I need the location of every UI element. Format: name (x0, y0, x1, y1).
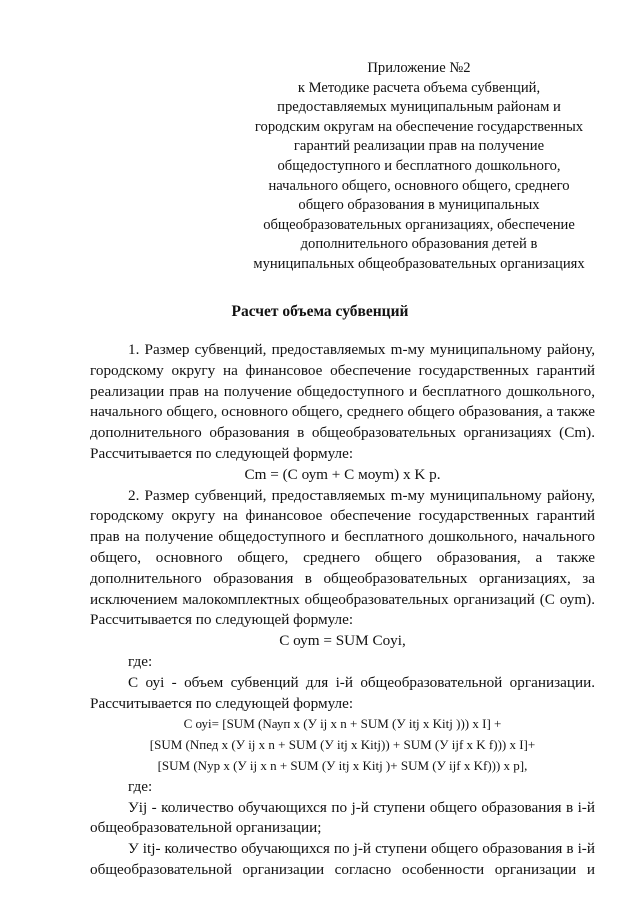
appendix-line: общеобразовательных организациях, обеспечение (263, 216, 575, 233)
definition-line: У itj- количество обучающихся по j-й ступени общего образования в i-й (128, 840, 595, 858)
appendix-line: дополнительного образования детей в (300, 236, 538, 253)
section1-line: 1. Размер субвенций, предоставляемых m-му муниципальному району, (128, 341, 595, 358)
section2-line: дополнительного образования в общеобразовательных организациях, за (90, 569, 595, 587)
definition-line: общеобразовательной организации; (90, 819, 322, 837)
formula-coyi-line: [SUM (Nур x (У ij x n + SUM (У itj x Kitj )+ SUM (У ijf x Kf))) x p], (157, 757, 528, 773)
document-title: Расчет объема субвенций (231, 303, 409, 320)
section1-line: городскому округу на финансовое обеспечение государственных гарантий (90, 361, 595, 379)
section1-line: дополнительного образования в общеобразовательных организациях (Cm). (90, 424, 595, 442)
appendix-line: Приложение №2 (367, 60, 471, 76)
appendix-line: предоставляемых муниципальным районам и (277, 99, 561, 116)
appendix-line: к Методике расчета объема субвенций, (297, 79, 541, 96)
appendix-header (238, 59, 600, 275)
section2-line: исключением малокомплектных общеобразовательных организаций (C оуm). (90, 590, 595, 608)
section2-line: прав на получение общедоступного и бесплатного дошкольного, начального (90, 528, 595, 546)
section1-line: Рассчитывается по следующей формуле: (90, 444, 354, 462)
appendix-line: начального общего, основного общего, среднего (268, 177, 570, 194)
coyi-line: Рассчитывается по следующей формуле: (90, 694, 354, 712)
coyi-line: C оуi - объем субвенций для i-й общеобразовательной организации. (128, 673, 595, 691)
appendix-line: городским округам на обеспечение государственных (254, 118, 584, 135)
definition-line: Уij - количество обучающихся по j-й ступени общего образования в i-й (128, 798, 595, 816)
section1-line: реализации прав на получение общедоступного и бесплатного дошкольного, (90, 382, 595, 400)
definition-line: общеобразовательной организации согласно особенности организации и (90, 860, 595, 878)
section2-line: Рассчитывается по следующей формуле: (90, 611, 354, 629)
section2-line: 2. Размер субвенций, предоставляемых m-му муниципальному району, (128, 486, 595, 504)
formula-coum: C оуm = SUM Coyi, (279, 632, 406, 650)
appendix-line: общедоступного и бесплатного дошкольного, (277, 157, 561, 174)
where-label: где: (128, 777, 153, 795)
section1-line: начального общего, основного общего, среднего общего образования, а также (90, 403, 595, 421)
appendix-line: гарантий реализации прав на получение (293, 138, 545, 155)
section2-line: городскому округу на финансовое обеспечение государственных гарантий (90, 507, 595, 525)
formula-coyi-line: [SUM (Nпед x (У ij x n + SUM (У itj x Kitj)) + SUM (У ijf x K f))) x I]+ (149, 737, 536, 753)
where-label: где: (128, 652, 153, 670)
appendix-line: муниципальных общеобразовательных организациях (253, 255, 585, 272)
formula-cm: Cm = (C оуm + C моуm) x K p. (244, 465, 441, 483)
appendix-line: общего образования в муниципальных (298, 197, 540, 214)
document-body (90, 340, 595, 881)
section2-line: общего, основного общего, среднего общего образования, а также (90, 548, 595, 566)
formula-coyi-line: C оуi= [SUM (Nауп x (У ij x n + SUM (У itj x Kitj ))) x I] + (183, 716, 502, 732)
